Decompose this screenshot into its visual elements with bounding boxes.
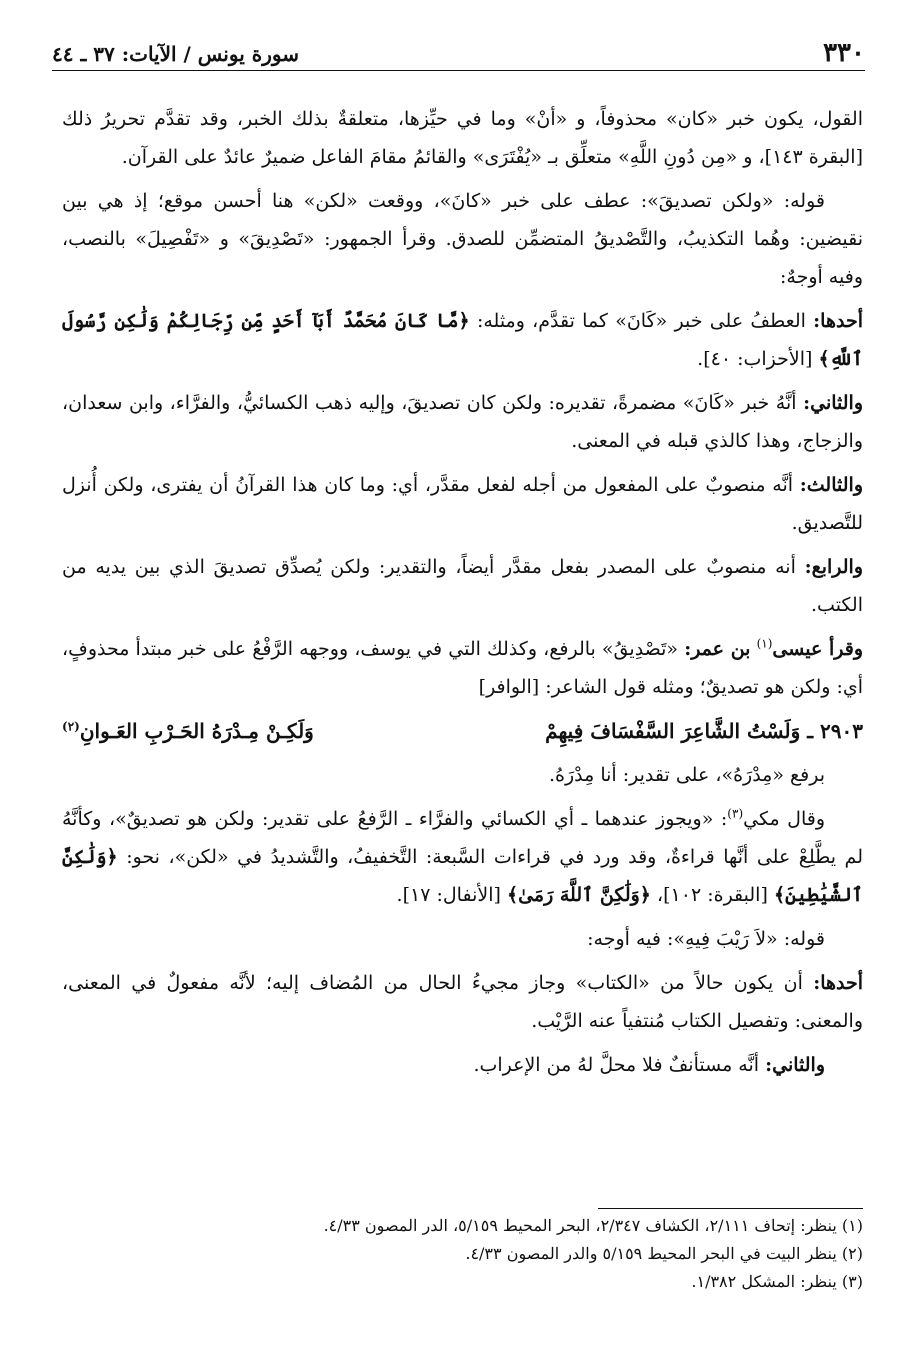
poem-first-hemistich — [545, 712, 863, 750]
poem-verse — [62, 712, 863, 750]
paragraph-9 — [62, 800, 863, 914]
quran-quote: ﴿وَلَٰكِنَّ ٱلشَّيَٰطِينَ﴾ — [62, 846, 863, 906]
page-number: ٣٣٠ — [823, 38, 865, 68]
footnote-divider — [598, 1208, 863, 1209]
point-label: أحدها: — [813, 310, 863, 332]
footnote-marker-3: (٣) — [727, 806, 744, 821]
point-label: والثاني: — [803, 392, 864, 414]
point-label: والثالث: — [799, 474, 863, 496]
paragraph-8: برفع «مِدْرَهُ»، على تقدير: أنا مِدْرَهُ. — [548, 764, 825, 786]
paragraph-1: القول، يكون خبر «كان» محذوفاً، و «أنْ» وما في حيِّزها، متعلقةٌ بذلك الخبر، وقد تقدَّم تحريرُ ذلك [البقرة ١٤٣]، و «مِن دُونِ اللَّهِ» متعلِّق بـ «يُفْتَرَى» والقائمُ مقامَ الفاعل ضميرٌ عائدٌ على القرآن. — [62, 108, 863, 168]
point-text: «تَصْدِيقُ» بالرفع، وكذلك التي في يوسف، ووجهه الرَّفْعُ على خبر مبتدأ محذوفٍ، أي: ولكن هو تصديقٌ؛ ومثله قول الشاعر: [الوافر] — [62, 638, 863, 698]
point-text: وقال مكي — [743, 808, 826, 830]
point-text: العطفُ على خبر «كَانَ» كما تقدَّم، ومثله: — [476, 310, 806, 332]
poem-hemistich-2: وَلَكِـنْ مِـدْرَهُ الحَـرْبِ العَـوانِ — [79, 719, 314, 743]
poem-number: ٢٩٠٣ ـ — [807, 719, 863, 743]
poem-second-hemistich — [62, 712, 314, 750]
paragraph-4 — [62, 384, 863, 460]
poem-hemistich-1: وَلَسْتُ الشَّاعِرَ السَّفْسَافَ فِيهِمْ — [545, 719, 801, 743]
main-text — [62, 100, 863, 1090]
point-text: أن يكون حالاً من «الكتاب» وجاز مجيءُ الحال من المُضاف إليه؛ لأنَّه مفعولٌ في المعنى، والمعنى: وتفصيل الكتاب مُنتفياً عنه الرَّيْب. — [62, 972, 863, 1032]
quran-quote: ﴿وَلَٰكِنَّ ٱللَّهَ رَمَىٰ﴾ — [506, 884, 651, 906]
point-text: أنَّهُ خبر «كَانَ» مضمرةً، تقديره: ولكن كان تصديقَ، وإليه ذهب الكسائيُّ، والفرَّاء، وابن سعدان، والزجاج، وهذا كالذي قبله في المعنى. — [62, 392, 863, 452]
point-text: أنَّه مستأنفٌ فلا محلَّ لهُ من الإعراب. — [473, 1054, 760, 1076]
footnote-3: (٣) ينظر: المشكل ١/٣٨٢. — [691, 1272, 863, 1291]
footnote-marker-1: (١) — [756, 636, 773, 651]
point-label: والرابع: — [804, 556, 863, 578]
footnote-1: (١) ينظر: إتحاف ٢/١١١، الكشاف ٢/٣٤٧، البحر المحيط ٥/١٥٩، الدر المصون ٤/٣٣. — [323, 1216, 863, 1235]
quran-quote: ﴿مَّا كَانَ مُحَمَّدٌ أَبَآ أَحَدٍ مِّن رِّجَالِكُمْ وَلَٰكِن رَّسُولَ ٱللَّهِ﴾ — [62, 310, 863, 370]
point-text: أنه منصوبٌ على المصدر بفعل مقدَّر أيضاً، والتقدير: ولكن يُصدِّق تصديقَ الذي بين يديه من الكتب. — [62, 556, 863, 616]
paragraph-5 — [62, 466, 863, 542]
paragraph-3 — [62, 302, 863, 378]
point-text: أنَّه منصوبٌ على المفعول من أجله لفعل مقدَّر، أي: وما كان هذا القرآنُ أن يفترى، ولكن أُنزل للتَّصديق. — [62, 474, 863, 534]
paragraph-11 — [62, 964, 863, 1040]
footnote-marker-2: (٢) — [62, 719, 80, 734]
sura-title: سورة يونس / الآيات: ٣٧ ـ ٤٤ — [52, 42, 299, 66]
quran-reference: [الأحزاب: ٤٠]. — [697, 348, 813, 370]
reader-name-suffix: بن عمر: — [684, 638, 751, 660]
paragraph-2: قوله: «ولكن تصديقَ»: عطف على خبر «كانَ»، ووقعت «لكن» هنا أحسن موقع؛ إذ هي بين نقيضين: وهُما التكذيبُ، والتَّصْديقُ المتضمِّن للصدق. وقرأ الجمهور: «تَصْدِيقَ» و «تَفْصِيلَ» بالنصب، وفيه أوجهٌ: — [62, 190, 863, 288]
reader-name: وقرأ عيسى — [772, 638, 863, 660]
quran-reference: [الأنفال: ١٧]. — [396, 884, 501, 906]
paragraph-7 — [62, 630, 863, 706]
point-label: أحدها: — [813, 972, 864, 994]
footnotes — [62, 1212, 863, 1296]
footnote-2: (٢) ينظر البيت في البحر المحيط ٥/١٥٩ والدر المصون ٤/٣٣. — [465, 1244, 863, 1263]
quran-reference: [البقرة: ١٠٢]، — [657, 884, 768, 906]
page-header — [52, 38, 865, 71]
point-label: والثاني: — [765, 1054, 825, 1076]
paragraph-6 — [62, 548, 863, 624]
paragraph-10: قوله: «لاَ رَيْبَ فِيهِ»: فيه أوجه: — [587, 928, 825, 950]
paragraph-12 — [62, 1046, 863, 1084]
point-text: : «ويجوز عندهما ـ أي الكسائي والفرَّاء ـ الرَّفعُ على تقدير: ولكن هو تصديقٌ»، وكأنَّهُ لم يطَّلِعْ على أنَّها قراءةٌ، وقد ورد في قراءات السَّبعة: التَّخفيفُ، والتَّشديدُ في «لكن»، نحو: — [62, 808, 863, 868]
